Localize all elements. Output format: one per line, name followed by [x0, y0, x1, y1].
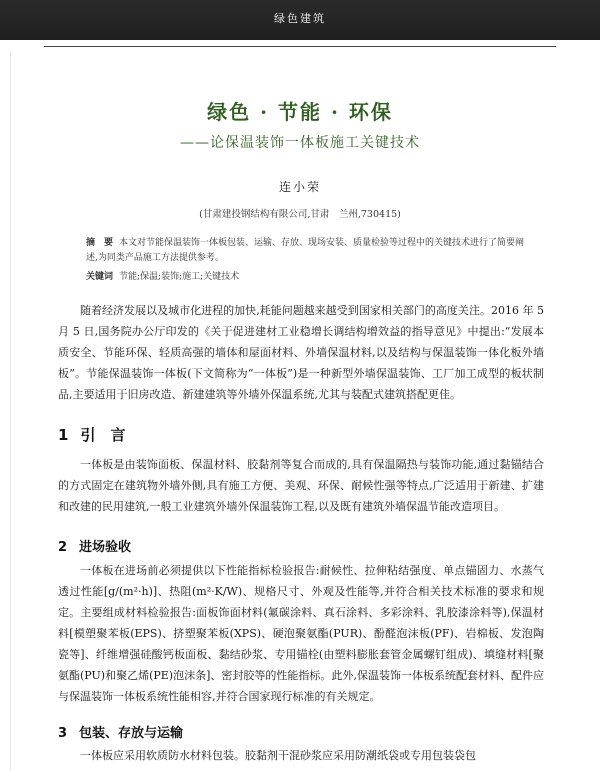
article-subtitle: ——论保温装饰一体板施工关键技术	[180, 135, 420, 151]
section-title: 包装、存放与运输	[79, 726, 184, 741]
article-title: 绿色 · 节能 · 环保	[207, 100, 393, 124]
header-divider	[44, 46, 556, 47]
section-paragraph-acceptance: 一体板在进场前必须提供以下性能指标检验报告:耐候性、拉伸粘结强度、单点锚固力、水蒸气透过性能[g/(m²·h)]、热阻(m²·K/W)、规格尺寸、外观及性能等,并符合相关技术标准的要求和规定。主要组成材料检验报告:面板饰面材料(氟碳涂料、真石涂料、多彩涂料、乳胶漆涂料等),保温材料[模塑聚苯板(EPS)、挤塑聚苯板(XPS)、硬泡聚氨酯(PUR)、酚醛泡沫板(PF)、岩棉板、发泡陶瓷等]、纤维增强硅酸钙板面板、黏结砂浆、专用锚栓(由塑料膨胀套管金属螺钉组成)、填缝材料[聚氨酯(PU)和聚乙烯(PE)泡沫条]、密封胶等的性能指标。此外,保温装饰一体板系统配套材料、配件应与保温装饰一体板系统性能相容,并符合国家现行标准的有关规定。	[58, 564, 544, 703]
section-number: 1	[58, 426, 69, 444]
abstract	[86, 236, 526, 266]
journal-header-bar	[0, 0, 600, 40]
intro-paragraph: 随着经济发展以及城市化进程的加快,耗能问题越来越受到国家相关部门的高度关注。2016 年 5 月 5 日,国务院办公厅印发的《关于促进建材工业稳增长调结构增效益的指导意见》中提出:“发展本质安全、节能环保、轻质高强的墙体和屋面材料、外墙保温材料,以及结构与保温装饰一体化板外墙板”。节能保温装饰一体板(下文简称为“一体板”)是一种新型外墙保温装饰、工厂加工成型的板状制品,主要适用于旧房改造、新建建筑等外墙外保温系统,尤其与装配式建筑搭配更佳。	[58, 304, 544, 401]
author-name: 连小荣	[278, 180, 321, 194]
section-number: 2	[58, 540, 68, 555]
author-affiliation: (甘肃建投钢结构有限公司,甘肃 兰州,730415)	[199, 209, 401, 220]
keywords-label: 关键词	[86, 272, 114, 282]
abstract-label: 摘 要	[86, 238, 114, 248]
section-heading-packaging	[58, 722, 544, 741]
section-heading-acceptance	[58, 536, 544, 555]
section-title: 引 言	[80, 426, 126, 444]
section-heading-introduction	[58, 424, 544, 445]
section-paragraph-introduction: 一体板是由装饰面板、保温材料、胶黏剂等复合而成的,具有保温隔热与装饰功能,通过黏锚结合的方式固定在建筑物外墙外侧,具有施工方便、美观、环保、耐候性强等特点,广泛适用于新建、扩建和改建的民用建筑,一般工业建筑外墙外保温装饰工程,以及既有建筑外墙保温节能改造项目。	[58, 458, 544, 513]
page-edge	[10, 52, 11, 771]
abstract-text: 本文对节能保温装饰一体板包装、运输、存放、现场安装、质量检验等过程中的关键技术进行了简要阐述,为同类产品施工方法提供参考。	[86, 238, 525, 263]
section-number: 3	[58, 726, 68, 741]
section-paragraph-packaging: 一体板应采用软质防水材料包装。胶黏剂干混砂浆应采用防潮纸袋或专用包装袋包	[80, 749, 476, 762]
section-title: 进场验收	[79, 540, 132, 555]
keywords-text: 节能;保温;装饰;施工;关键技术	[119, 272, 240, 282]
section-label: 绿色建筑	[274, 12, 326, 25]
keywords	[86, 270, 526, 285]
